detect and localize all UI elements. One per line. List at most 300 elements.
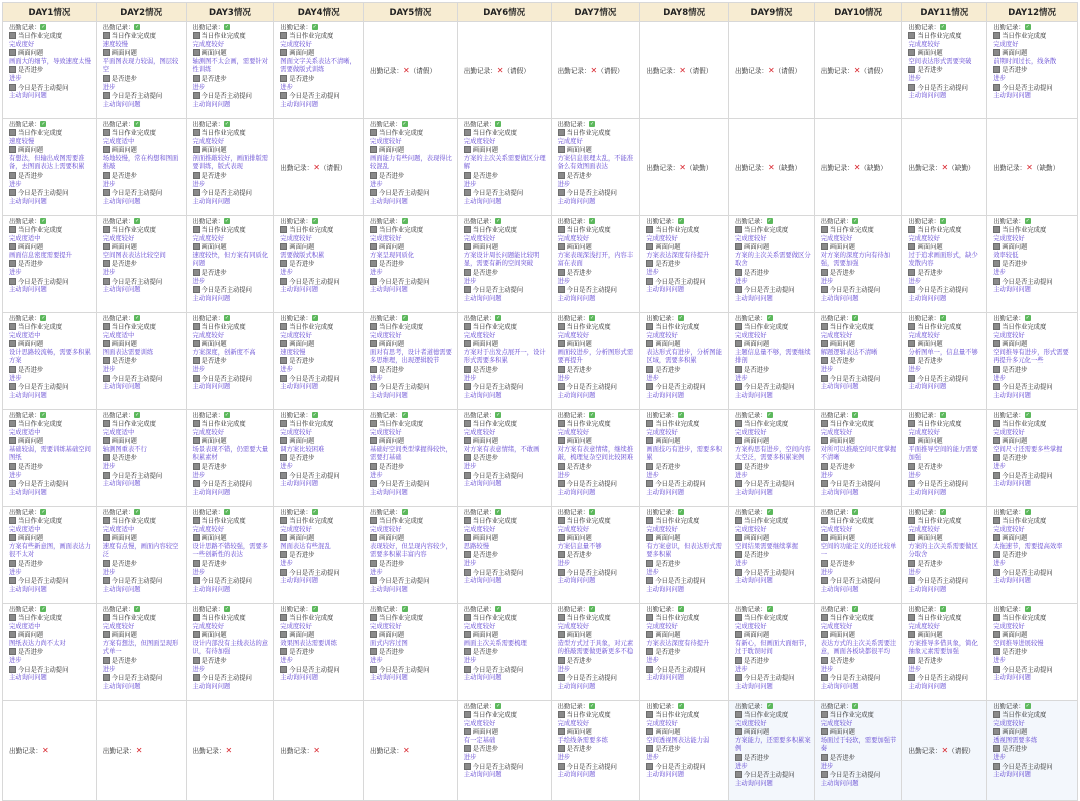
checkbox-icon xyxy=(908,286,915,293)
checkbox-icon xyxy=(908,357,915,364)
homework-row xyxy=(193,32,271,41)
checkbox-icon xyxy=(280,614,287,621)
homework-comment: 完成度较好 xyxy=(463,429,496,437)
drawing-comment: 有方案意识，但表达形式需要多积累 xyxy=(646,543,722,559)
checkbox-icon xyxy=(103,577,110,584)
progress-row xyxy=(908,560,983,569)
drawing-comment: 方案有些新意图，画面表达力很不太对 xyxy=(9,543,91,559)
homework-comment: 完成度较好 xyxy=(370,526,402,534)
checkbox-icon xyxy=(908,323,915,330)
question-comment: 主动询问问题 xyxy=(646,585,685,593)
day-cell xyxy=(902,410,987,507)
question-label: 今日是否主动提问 xyxy=(289,569,340,577)
homework-comment: 完成度较好 xyxy=(646,720,678,728)
checkbox-icon xyxy=(908,437,915,444)
homework-row xyxy=(908,32,983,41)
attendance-row xyxy=(993,606,1074,614)
homework-label: 当日作业完成度 xyxy=(744,711,789,719)
question-row xyxy=(464,189,548,198)
attendance-row xyxy=(735,606,811,614)
checkbox-icon xyxy=(735,463,742,470)
question-label: 今日是否主动提问 xyxy=(829,577,881,585)
homework-comment: 完成度较好 xyxy=(557,526,590,534)
progress-row xyxy=(370,260,454,269)
progress-row xyxy=(558,657,637,666)
drawing-issue-label: 画面问题 xyxy=(655,728,681,736)
homework-row xyxy=(646,420,725,429)
homework-row xyxy=(9,420,93,429)
cross-icon: ✕ xyxy=(679,162,686,172)
homework-label: 当日作业完成度 xyxy=(18,614,63,622)
drawing-comment: 需要做版式积累 xyxy=(280,252,325,260)
question-comment: 主动询问问题 xyxy=(370,488,408,496)
check-icon: ✓ xyxy=(224,218,230,224)
day-cell xyxy=(364,604,458,701)
question-label: 今日是否主动提问 xyxy=(289,472,340,480)
progress-comment: 进步 xyxy=(9,180,22,188)
homework-comment: 完成度较好 xyxy=(557,623,590,631)
day-cell xyxy=(186,119,274,216)
homework-row xyxy=(558,226,637,235)
homework-label: 当日作业完成度 xyxy=(289,32,334,40)
attendance-label: 出勤记录： xyxy=(735,218,767,225)
homework-label: 当日作业完成度 xyxy=(917,517,962,525)
attendance-label: 出勤记录： xyxy=(9,509,41,516)
question-comment: 主动询问问题 xyxy=(463,480,502,488)
question-label: 今日是否主动提问 xyxy=(744,674,795,682)
question-label: 今日是否主动提问 xyxy=(566,286,617,294)
check-icon: ✓ xyxy=(589,218,595,224)
day-cell xyxy=(551,313,640,410)
drawing-issue-row xyxy=(558,631,637,640)
checkbox-icon xyxy=(464,226,471,233)
attendance-label: 出勤记录： xyxy=(993,163,1027,172)
homework-row xyxy=(464,517,548,526)
homework-comment: 完成度较好 xyxy=(463,138,496,146)
homework-comment: 完成度较好 xyxy=(463,332,496,340)
drawing-issue-label: 画面问题 xyxy=(744,534,770,542)
drawing-comment: 空间的功能定义的还比较单一 xyxy=(820,543,897,559)
checkbox-icon xyxy=(9,631,16,638)
drawing-comment: 有一定基础 xyxy=(463,737,496,745)
question-label: 今日是否主动提问 xyxy=(1002,666,1053,674)
drawing-issue-row xyxy=(464,728,548,737)
checkbox-icon xyxy=(103,189,110,196)
progress-row xyxy=(821,269,899,278)
homework-comment: 完成度较好 xyxy=(280,332,312,340)
day-cell xyxy=(640,313,729,410)
progress-row xyxy=(646,366,725,375)
progress-row xyxy=(9,560,93,569)
question-comment: 主动询问问题 xyxy=(9,674,47,682)
homework-label: 当日作业完成度 xyxy=(829,323,874,331)
progress-comment: 进步 xyxy=(557,560,571,568)
checkbox-icon xyxy=(646,648,653,655)
progress-comment: 进步 xyxy=(908,568,922,576)
progress-row xyxy=(558,269,637,278)
progress-row xyxy=(9,66,93,75)
progress-comment: 进步 xyxy=(993,754,1006,762)
question-row xyxy=(193,92,271,101)
drawing-issue-row xyxy=(103,243,183,252)
drawing-issue-label: 画面问题 xyxy=(566,243,592,251)
homework-label: 当日作业完成度 xyxy=(566,614,611,622)
checkbox-icon xyxy=(646,763,653,770)
homework-label: 当日作业完成度 xyxy=(472,420,517,428)
progress-comment: 进步 xyxy=(192,471,206,479)
drawing-comment: 有想法，但输出成图需要准备，去图面表达上需要积累 xyxy=(9,155,85,171)
check-icon: ✓ xyxy=(767,606,772,612)
progress-label: 是否进步 xyxy=(655,560,681,568)
checkbox-icon xyxy=(993,745,1000,752)
checkbox-icon xyxy=(821,657,828,664)
homework-comment: 完成度适中 xyxy=(9,623,41,631)
homework-label: 当日作业完成度 xyxy=(379,420,424,428)
checkbox-icon xyxy=(193,463,200,470)
checkbox-icon xyxy=(9,189,16,196)
question-comment: 主动询问问题 xyxy=(192,488,231,496)
homework-label: 当日作业完成度 xyxy=(829,226,874,234)
checkbox-icon xyxy=(103,674,110,681)
progress-label: 是否进步 xyxy=(379,260,405,268)
progress-comment: 进步 xyxy=(9,374,22,382)
attendance-label: 出勤记录： xyxy=(993,24,1025,31)
drawing-issue-row xyxy=(646,437,725,446)
checkbox-icon xyxy=(370,366,377,373)
progress-label: 是否进步 xyxy=(655,366,681,374)
homework-comment: 完成度好 xyxy=(993,41,1019,49)
drawing-issue-row xyxy=(646,340,725,349)
progress-label: 是否进步 xyxy=(201,75,227,83)
checkbox-icon xyxy=(193,534,200,541)
question-label: 今日是否主动提问 xyxy=(472,189,524,197)
question-comment: 主动询问问题 xyxy=(192,100,231,108)
attendance-label: 出勤记录： xyxy=(280,163,314,172)
drawing-issue-label: 画面问题 xyxy=(1002,49,1028,57)
day-cell xyxy=(364,22,458,119)
cross-icon: ✕ xyxy=(313,746,320,756)
checkbox-icon xyxy=(9,383,16,390)
day-cell xyxy=(457,119,551,216)
checkbox-icon xyxy=(464,189,471,196)
drawing-comment: 画面大的细节，导致速度太慢 xyxy=(9,58,91,66)
progress-comment: 进步 xyxy=(735,277,748,285)
checkbox-icon xyxy=(103,323,110,330)
check-icon: ✓ xyxy=(496,703,501,709)
progress-comment: 进步 xyxy=(463,463,477,471)
homework-row xyxy=(280,420,360,429)
drawing-comment: 方案表现深浅打开，内容丰富在表面 xyxy=(557,252,634,268)
check-icon: ✓ xyxy=(224,606,230,612)
check-icon: ✓ xyxy=(135,24,140,30)
progress-row xyxy=(103,657,183,666)
drawing-issue-row xyxy=(821,728,899,737)
question-row xyxy=(558,286,637,295)
day-cell xyxy=(96,410,186,507)
homework-comment: 完成度较好 xyxy=(370,138,402,146)
drawing-issue-row xyxy=(558,534,637,543)
progress-label: 是否进步 xyxy=(379,463,405,471)
drawing-issue-row xyxy=(735,631,811,640)
checkbox-icon xyxy=(558,189,565,196)
attendance-label: 出勤记录： xyxy=(646,509,678,516)
day-cell xyxy=(729,410,815,507)
drawing-comment: 方案深度，创新度不高 xyxy=(192,349,256,357)
checkbox-icon xyxy=(280,472,287,479)
drawing-issue-label: 画面问题 xyxy=(1002,340,1028,348)
drawing-issue-row xyxy=(9,340,93,349)
homework-comment: 完成度较好 xyxy=(646,526,678,534)
homework-comment: 完成度较好 xyxy=(820,235,853,243)
question-row xyxy=(821,480,899,489)
attendance-row xyxy=(280,509,360,517)
question-label: 今日是否主动提问 xyxy=(917,286,968,294)
checkbox-icon xyxy=(280,375,287,382)
day-cell xyxy=(902,507,987,604)
cross-icon: ✕ xyxy=(941,746,949,756)
progress-label: 是否进步 xyxy=(829,463,855,471)
day-cell xyxy=(96,507,186,604)
attendance-label: 出勤记录： xyxy=(370,606,402,613)
checkbox-icon xyxy=(558,463,565,470)
homework-label: 当日作业完成度 xyxy=(744,517,789,525)
checkbox-icon xyxy=(193,577,200,584)
progress-row xyxy=(908,357,983,366)
checkbox-icon xyxy=(646,420,653,427)
homework-comment: 完成度较好 xyxy=(557,332,590,340)
homework-comment: 完成度较好 xyxy=(735,429,767,437)
progress-comment: 进步 xyxy=(463,560,477,568)
checkbox-icon xyxy=(646,366,653,373)
progress-row xyxy=(464,745,548,754)
checkbox-icon xyxy=(646,711,653,718)
checkbox-icon xyxy=(993,437,1000,444)
homework-comment: 完成度较好 xyxy=(370,429,402,437)
attendance-row xyxy=(103,412,183,420)
homework-label: 当日作业完成度 xyxy=(379,226,424,234)
drawing-comment: 对所可以推敲空间尺度掌握不清晰 xyxy=(820,446,897,462)
check-icon: ✓ xyxy=(135,315,140,321)
day-cell xyxy=(987,410,1078,507)
check-icon: ✓ xyxy=(224,121,230,127)
day-cell xyxy=(3,22,97,119)
progress-label: 是否进步 xyxy=(566,551,592,559)
progress-label: 是否进步 xyxy=(566,366,592,374)
checkbox-icon xyxy=(193,129,200,136)
homework-comment: 完成度较好 xyxy=(820,429,853,437)
homework-comment: 完成度较好 xyxy=(993,429,1025,437)
checkbox-icon xyxy=(9,534,16,541)
drawing-issue-row xyxy=(193,243,271,252)
drawing-issue-label: 画面问题 xyxy=(829,437,855,445)
progress-comment: 进步 xyxy=(192,277,206,285)
checkbox-icon xyxy=(464,366,471,373)
drawing-issue-row xyxy=(646,728,725,737)
day-cell xyxy=(274,313,364,410)
attendance-row xyxy=(103,24,183,32)
homework-comment: 完成度较好 xyxy=(820,332,853,340)
homework-row xyxy=(9,226,93,235)
drawing-issue-label: 画面问题 xyxy=(379,631,405,639)
checkbox-icon xyxy=(9,340,16,347)
checkbox-icon xyxy=(558,569,565,576)
progress-label: 是否进步 xyxy=(829,754,855,762)
question-comment: 主动询问问题 xyxy=(646,771,685,779)
attendance-row xyxy=(821,606,899,614)
question-label: 今日是否主动提问 xyxy=(472,472,524,480)
checkbox-icon xyxy=(464,383,471,390)
homework-label: 当日作业完成度 xyxy=(655,517,700,525)
checkbox-icon xyxy=(908,517,915,524)
progress-label: 是否进步 xyxy=(289,357,315,365)
check-icon: ✓ xyxy=(224,315,230,321)
homework-row xyxy=(370,517,454,526)
homework-row xyxy=(464,129,548,138)
checkbox-icon xyxy=(370,517,377,524)
checkbox-icon xyxy=(103,278,110,285)
checkbox-icon xyxy=(993,551,1000,558)
question-comment: 主动询问问题 xyxy=(370,585,408,593)
question-label: 今日是否主动提问 xyxy=(379,189,430,197)
absence-note: （请假） xyxy=(503,66,530,75)
homework-label: 当日作业完成度 xyxy=(379,517,424,525)
check-icon: ✓ xyxy=(940,24,946,30)
attendance-row xyxy=(193,606,271,614)
question-comment: 主动询问问题 xyxy=(908,294,947,302)
question-row xyxy=(735,480,811,489)
homework-comment: 完成度较好 xyxy=(993,526,1025,534)
progress-label: 是否进步 xyxy=(111,172,137,180)
attendance-row xyxy=(558,606,637,614)
drawing-issue-label: 画面问题 xyxy=(472,146,498,154)
progress-row xyxy=(646,560,725,569)
absence-note: （请假） xyxy=(685,66,713,75)
drawing-comment: 场景表现不错，仍需要大量积累素材 xyxy=(192,446,269,462)
question-label: 今日是否主动提问 xyxy=(744,569,795,577)
checkbox-icon xyxy=(735,614,742,621)
checkbox-icon xyxy=(280,92,287,99)
drawing-issue-label: 画面问题 xyxy=(289,243,315,251)
checkbox-icon xyxy=(103,614,110,621)
checkbox-icon xyxy=(821,560,828,567)
question-comment: 主动询问问题 xyxy=(908,585,947,593)
homework-label: 当日作业完成度 xyxy=(566,323,611,331)
checkbox-icon xyxy=(280,260,287,267)
progress-row xyxy=(558,551,637,560)
checkbox-icon xyxy=(993,383,1000,390)
checkbox-icon xyxy=(558,745,565,752)
checkbox-icon xyxy=(464,454,471,461)
homework-row xyxy=(103,226,183,235)
checkbox-icon xyxy=(193,49,200,56)
day-cell xyxy=(551,604,640,701)
question-label: 今日是否主动提问 xyxy=(472,763,524,771)
table-row xyxy=(3,22,1078,119)
homework-comment: 完成度较好 xyxy=(908,526,940,534)
homework-comment: 完成度较好 xyxy=(463,720,496,728)
attendance-row xyxy=(280,24,360,32)
drawing-comment: 剖面推敲较好，画面排版需要训练，版式表现 xyxy=(192,155,269,171)
progress-row xyxy=(464,366,548,375)
day-cell xyxy=(457,22,551,119)
question-comment: 主动询问问题 xyxy=(192,383,231,391)
checkbox-icon xyxy=(821,577,828,584)
attendance-label: 出勤记录： xyxy=(463,121,496,128)
day-cell xyxy=(814,313,902,410)
attendance-row xyxy=(464,606,548,614)
homework-row xyxy=(735,420,811,429)
progress-comment: 进步 xyxy=(280,269,293,277)
drawing-comment: 基础好空间类型掌握得较快，需要打基础 xyxy=(370,446,452,462)
checkbox-icon xyxy=(821,711,828,718)
question-label: 今日是否主动提问 xyxy=(201,577,252,585)
drawing-issue-label: 画面问题 xyxy=(289,340,315,348)
drawing-issue-label: 画面问题 xyxy=(1002,534,1028,542)
progress-row xyxy=(103,357,183,366)
check-icon: ✓ xyxy=(1025,412,1030,418)
day-cell xyxy=(364,410,458,507)
homework-row xyxy=(646,226,725,235)
checkbox-icon xyxy=(908,420,915,427)
question-label: 今日是否主动提问 xyxy=(111,375,163,383)
homework-row xyxy=(103,420,183,429)
progress-label: 是否进步 xyxy=(566,463,592,471)
question-label: 今日是否主动提问 xyxy=(566,569,617,577)
day-cell xyxy=(814,119,902,216)
attendance-label: 出勤记录： xyxy=(280,509,312,516)
attendance-row xyxy=(646,315,725,323)
absence-record xyxy=(370,747,454,755)
drawing-comment: 解题逻辑表达不清晰 xyxy=(820,349,878,357)
checkbox-icon xyxy=(9,323,16,330)
question-label: 今日是否主动提问 xyxy=(201,674,252,682)
drawing-comment: 图面表达有些混乱 xyxy=(280,543,331,551)
checkbox-icon xyxy=(464,172,471,179)
attendance-row xyxy=(735,218,811,226)
homework-comment: 完成度好 xyxy=(9,41,35,49)
drawing-issue-row xyxy=(370,437,454,446)
checkbox-icon xyxy=(103,357,110,364)
attendance-row xyxy=(370,218,454,226)
attendance-row xyxy=(370,606,454,614)
progress-comment: 进步 xyxy=(646,657,659,665)
checkbox-icon xyxy=(993,420,1000,427)
drawing-issue-label: 画面问题 xyxy=(744,631,770,639)
homework-label: 当日作业完成度 xyxy=(201,517,246,525)
attendance-label: 出勤记录： xyxy=(9,747,42,756)
homework-row xyxy=(735,323,811,332)
drawing-comment: 方案对于出发点展开一，设计形式需要多积累 xyxy=(463,349,546,365)
drawing-issue-row xyxy=(735,534,811,543)
check-icon: ✓ xyxy=(135,121,140,127)
question-row xyxy=(9,577,93,586)
drawing-issue-row xyxy=(103,631,183,640)
progress-label: 是否进步 xyxy=(18,172,44,180)
homework-comment: 完成度较好 xyxy=(192,526,225,534)
homework-row xyxy=(735,711,811,720)
checkbox-icon xyxy=(464,534,471,541)
drawing-issue-row xyxy=(9,146,93,155)
drawing-issue-label: 画面问题 xyxy=(744,340,770,348)
checkbox-icon xyxy=(103,517,110,524)
question-comment: 主动询问问题 xyxy=(646,391,685,399)
absence-record xyxy=(464,67,548,75)
homework-label: 当日作业完成度 xyxy=(472,614,517,622)
checkbox-icon xyxy=(993,66,1000,73)
homework-label: 当日作业完成度 xyxy=(111,129,156,137)
question-label: 今日是否主动提问 xyxy=(111,577,163,585)
drawing-comment: 对方案的深度方向有待加强，需要加强 xyxy=(820,252,891,268)
